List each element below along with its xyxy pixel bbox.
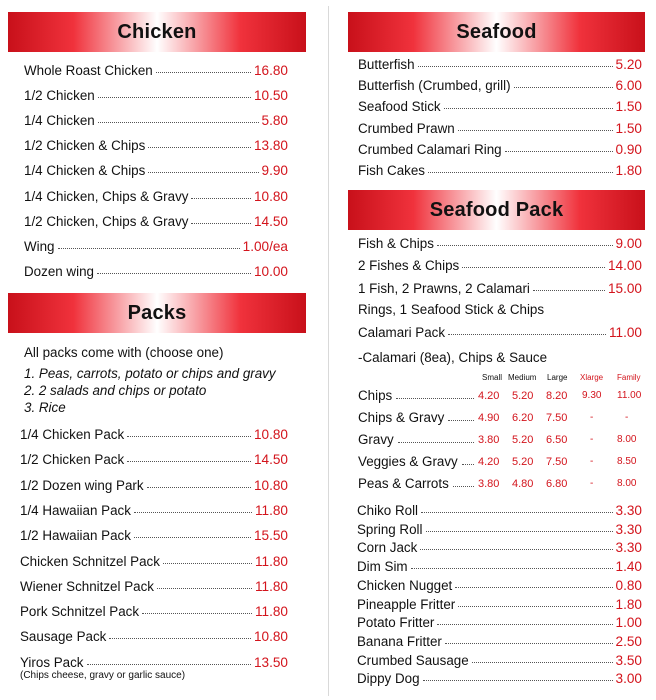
size-price-cell: - [625,412,629,423]
menu-row [24,63,288,78]
menu-row [358,142,642,157]
menu-row [24,214,288,229]
menu-row [20,655,288,670]
item-name: 1/4 Chicken Pack [20,427,125,442]
item-price: 10.50 [253,88,288,104]
size-price-cell: 6.50 [546,434,568,446]
item-price: 15.00 [607,281,642,296]
item-name: Sausage Pack [20,629,107,645]
item-price: 3.50 [615,652,642,668]
menu-row [24,264,288,279]
menu-row [357,615,642,630]
size-price-cell: 11.00 [617,390,642,401]
size-price-cell: 3.80 [478,478,500,490]
leader-dots [127,436,251,437]
item-price: 9.00 [615,236,642,251]
item-name: Seafood Stick [358,99,441,115]
item-name: 1/4 Chicken, Chips & Gravy [24,188,189,204]
size-price-cell: 7.50 [546,412,568,424]
leader-dots [505,151,613,152]
size-price-cell: 5.20 [512,456,534,468]
item-name: Dozen wing [24,263,94,279]
size-price-cell: 5.20 [512,434,534,446]
item-name: Chicken Nugget [357,577,453,593]
item-price: 16.80 [253,63,288,78]
menu-row [358,236,642,251]
leader-dots [458,606,612,607]
item-name: 2 Fishes & Chips [358,258,460,273]
menu-row [358,99,642,114]
item-price: 15.50 [253,528,288,544]
leader-dots [156,72,251,73]
seafood-pack-title: Seafood Pack [429,198,564,221]
item-name: Calamari Pack [358,325,446,340]
size-price-cell: 4.20 [478,456,500,468]
leader-dots [428,172,613,173]
item-price: 1.80 [615,596,642,612]
menu-row [358,281,642,296]
item-price: 13.50 [253,654,288,670]
size-price-row [358,388,648,406]
item-name: Butterfish (Crumbed, grill) [358,78,511,94]
item-price: 6.00 [615,78,642,94]
item-name: 1/4 Chicken & Chips [24,163,146,179]
packs-intro: All packs come with (choose one) [24,345,224,360]
item-name: Chips [358,388,393,403]
size-price-row [358,410,648,428]
item-price: 10.80 [253,629,288,645]
item-price: 1.00 [615,615,642,631]
size-price-cell: 8.00 [617,478,637,489]
item-name: Crumbed Calamari Ring [358,141,502,157]
item-name: Whole Roast Chicken [24,63,153,78]
item-price: 3.30 [615,540,642,556]
item-name: Spring Roll [357,521,423,537]
packs-title: Packs [127,301,187,324]
menu-row [20,427,288,442]
size-price-cell: - [590,412,594,423]
leader-dots [462,464,474,465]
item-name: 1/2 Chicken Pack [20,452,125,468]
size-price-cell: - [590,456,594,467]
leader-dots [58,248,240,249]
item-name: Pineapple Fritter [357,596,456,612]
leader-dots [448,334,606,335]
chicken-banner [8,12,306,52]
item-price: 11.80 [254,604,288,620]
item-name: Banana Fritter [357,633,442,649]
size-price-cell: 5.20 [512,390,534,402]
leader-dots [134,537,251,538]
menu-row [357,522,642,537]
item-name: Fish & Chips [358,236,434,251]
leader-dots [444,108,613,109]
leader-dots [426,531,613,532]
item-name: Gravy [358,432,394,447]
item-name: Yiros Pack [20,654,84,670]
item-price: 1.40 [615,559,642,575]
leader-dots [418,66,613,67]
seafood-pack-calamari-line: -Calamari (8ea), Chips & Sauce [358,350,548,365]
item-price: 10.00 [253,263,288,279]
item-price: 0.90 [615,141,642,157]
leader-dots [191,223,250,224]
size-price-cell: 4.20 [478,390,500,402]
leader-dots [462,267,605,268]
menu-row [20,554,288,569]
menu-row [20,629,288,644]
item-name: Wiener Schnitzel Pack [20,578,154,594]
seafood-banner [348,12,645,52]
packs-banner [8,293,306,333]
packs-option-3: 3. Rice [24,400,66,415]
menu-row [20,604,288,619]
leader-dots [148,147,251,148]
menu-row [357,634,642,649]
packs-option-2: 2. 2 salads and chips or potato [24,383,207,398]
item-name: 1/4 Chicken [24,113,95,129]
chicken-title: Chicken [117,20,197,43]
item-price: 14.00 [607,258,642,273]
item-price: 11.80 [254,502,288,518]
item-name: 1/2 Chicken & Chips [24,138,146,154]
item-price: 14.50 [253,213,288,229]
item-price: 2.50 [615,633,642,649]
leader-dots [533,290,605,291]
item-name: Butterfish [358,57,415,72]
yiros-note: (Chips cheese, gravy or garlic sauce) [20,670,186,681]
item-name: Chicken Schnitzel Pack [20,553,160,569]
size-price-cell: 8.00 [617,434,637,445]
leader-dots [134,512,252,513]
menu-row [24,88,288,103]
size-price-cell: 3.80 [478,434,500,446]
menu-row [20,503,288,518]
leader-dots [97,273,251,274]
item-price: 13.80 [253,138,288,154]
item-name: 1/2 Chicken, Chips & Gravy [24,213,189,229]
size-header-xlarge: Xlarge [580,373,604,382]
leader-dots [191,198,250,199]
menu-row [358,57,642,72]
leader-dots [421,512,613,513]
leader-dots [163,563,252,564]
leader-dots [396,398,474,399]
leader-dots [98,97,251,98]
menu-row [24,189,288,204]
leader-dots [453,486,474,487]
menu-row [20,478,288,493]
item-name: Corn Jack [357,540,418,556]
item-price: 11.80 [254,553,288,569]
size-price-cell: 8.20 [546,390,568,402]
size-price-row [358,454,648,472]
item-name: 1/2 Hawaiian Pack [20,528,131,544]
menu-row [358,258,642,273]
leader-dots [398,442,474,443]
menu-row [357,540,642,555]
menu-row [20,452,288,467]
size-price-cell: 4.80 [512,478,534,490]
size-price-cell: 4.90 [478,412,500,424]
menu-row [357,503,642,518]
leader-dots [147,487,251,488]
item-price: 14.50 [253,452,288,468]
item-price: 5.80 [261,113,288,129]
leader-dots [127,461,251,462]
item-name: 1 Fish, 2 Prawns, 2 Calamari [358,281,530,296]
leader-dots [87,664,251,665]
item-name: Potato Fritter [357,615,435,631]
menu-row [24,239,288,254]
item-name: 1/2 Chicken [24,88,95,104]
menu-row [357,671,642,686]
item-name: Wing [24,238,55,254]
item-price: 3.00 [615,671,642,687]
leader-dots [472,662,613,663]
item-price: 9.90 [261,163,288,179]
item-price: 10.80 [253,188,288,204]
size-price-row [358,432,648,450]
item-price: 1.80 [615,163,642,178]
menu-row [24,163,288,178]
leader-dots [437,624,612,625]
seafood-title: Seafood [456,20,537,43]
sizes-header [335,373,656,385]
menu-row [358,325,642,340]
item-name: Crumbed Prawn [358,120,455,136]
item-name: Dim Sim [357,559,408,575]
size-price-cell: 6.80 [546,478,568,490]
column-divider [328,6,329,696]
leader-dots [514,87,613,88]
menu-row [358,78,642,93]
leader-dots [445,643,613,644]
item-name: 1/2 Dozen wing Park [20,477,144,493]
size-header-medium: Medium [508,373,537,382]
leader-dots [420,549,612,550]
menu-row [24,113,288,128]
size-price-row [358,476,648,494]
item-price: 11.80 [254,578,288,594]
menu-row [357,559,642,574]
menu-row [357,597,642,612]
item-price: 5.20 [615,57,642,72]
size-header-family: Family [617,373,641,382]
seafood-pack-rings-line: Rings, 1 Seafood Stick & Chips [358,302,545,317]
leader-dots [157,588,252,589]
leader-dots [411,568,613,569]
menu-row [24,138,288,153]
menu-row [357,578,642,593]
leader-dots [109,638,251,639]
leader-dots [437,245,613,246]
menu-row [20,579,288,594]
size-price-cell: - [590,434,594,445]
menu-row [357,653,642,668]
leader-dots [458,130,613,131]
item-price: 3.30 [615,503,642,518]
size-price-cell: 6.20 [512,412,534,424]
item-name: Crumbed Sausage [357,652,469,668]
item-price: 10.80 [253,477,288,493]
seafood-pack-banner [348,190,645,230]
item-name: Dippy Dog [357,671,420,687]
item-price: 1.00/ea [242,238,288,254]
leader-dots [148,172,258,173]
size-header-large: Large [547,373,568,382]
item-name: Chiko Roll [357,503,419,518]
size-price-cell: - [590,478,594,489]
size-price-cell: 8.50 [617,456,637,467]
leader-dots [455,587,612,588]
size-price-cell: 7.50 [546,456,568,468]
item-price: 1.50 [615,120,642,136]
menu-row [358,163,642,178]
leader-dots [142,613,252,614]
item-name: Chips & Gravy [358,410,445,425]
packs-option-1: 1. Peas, carrots, potato or chips and gravy [24,366,276,381]
item-price: 11.00 [608,325,642,340]
leader-dots [448,420,474,421]
menu-row [358,121,642,136]
item-price: 3.30 [615,521,642,537]
item-price: 0.80 [615,577,642,593]
item-name: Peas & Carrots [358,476,449,491]
item-name: Fish Cakes [358,163,425,178]
item-price: 10.80 [253,427,288,442]
menu-row [20,528,288,543]
size-price-cell: 9.30 [582,390,602,401]
leader-dots [423,680,613,681]
item-name: Pork Schnitzel Pack [20,604,140,620]
item-name: Veggies & Gravy [358,454,458,469]
size-header-small: Small [482,373,503,382]
item-name: 1/4 Hawaiian Pack [20,502,131,518]
leader-dots [98,122,259,123]
item-price: 1.50 [615,99,642,115]
